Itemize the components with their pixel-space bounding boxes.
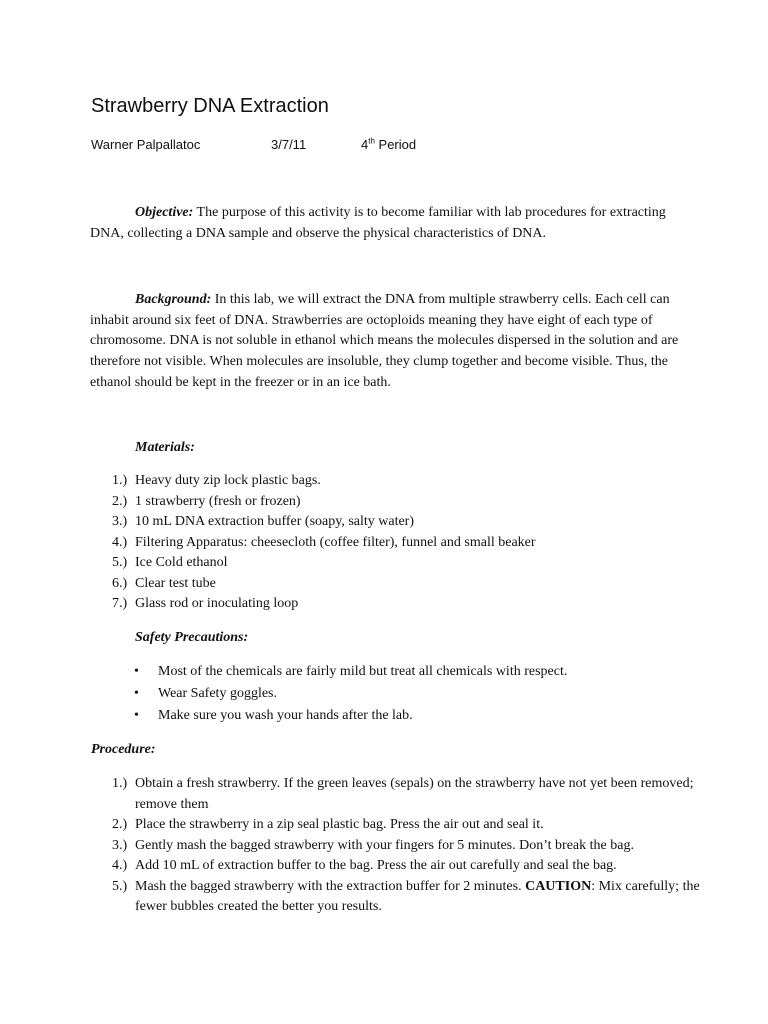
bullet-icon: • — [134, 708, 139, 723]
item-text: 10 mL DNA extraction buffer (soapy, salty water) — [135, 514, 415, 529]
item-number: 7.) — [112, 596, 128, 611]
item-text: Ice Cold ethanol — [135, 555, 228, 570]
list-item — [112, 774, 702, 815]
step-text-end: : Mix carefully; the fewer bubbles created the better you results. — [135, 878, 700, 914]
background-label: Background: — [135, 292, 212, 307]
item-text: Clear test tube — [135, 575, 216, 591]
item-number: 4.) — [112, 534, 128, 550]
objective-text: The purpose of this activity is to become familiar with lab procedures for extracting DNA, collecting a DNA sample and observe the physical characteristics of DNA. — [90, 205, 666, 241]
safety-heading: Safety Precautions: — [135, 630, 249, 645]
item-number: 1.) — [112, 473, 128, 488]
item-text: Heavy duty zip lock plastic bags. — [135, 473, 321, 488]
list-item — [112, 836, 702, 857]
item-number: 6.) — [112, 575, 128, 591]
background-text: In this lab, we will extract the DNA from multiple strawberry cells. Each cell can inhabit around six feet of DNA. Strawberries are octoploids meaning they have eight of each type of chromosome. DNA is not soluble in ethanol which means the molecules dispersed in the solution and are therefore not visible. When molecules are insoluble, they clump together and become visible. Thus, the ethanol should be kept in the freezer or in an ice bath. — [90, 292, 679, 390]
step-number: 1.) — [112, 776, 128, 791]
objective-label: Objective: — [135, 205, 194, 220]
objective-paragraph — [90, 203, 680, 244]
document-title: Strawberry DNA Extraction — [91, 95, 329, 117]
background-paragraph — [90, 290, 680, 394]
period-suffix: th — [368, 136, 375, 146]
list-item — [112, 877, 702, 918]
bullet-icon: • — [134, 686, 139, 701]
period-word: Period — [378, 137, 417, 152]
step-text: Gently mash the bagged strawberry with your fingers for 5 minutes. Don’t break the bag. — [135, 837, 634, 853]
step-number: 3.) — [112, 837, 128, 853]
step-number: 4.) — [112, 858, 128, 873]
class-period — [361, 136, 416, 154]
item-text: Glass rod or inoculating loop — [135, 596, 299, 611]
item-number: 5.) — [112, 555, 128, 570]
step-number: 2.) — [112, 817, 128, 832]
item-text: Wear Safety goggles. — [158, 686, 277, 701]
procedure-list — [112, 774, 702, 918]
bullet-icon: • — [134, 664, 139, 679]
materials-list — [112, 471, 702, 615]
safety-list — [134, 661, 567, 727]
item-text: Filtering Apparatus: cheesecloth (coffee filter), funnel and small beaker — [135, 534, 536, 550]
author-name: Warner Palpallatoc — [91, 137, 201, 152]
step-number: 5.) — [112, 878, 128, 894]
list-item — [112, 594, 702, 615]
materials-heading: Materials: — [135, 440, 195, 455]
item-number: 3.) — [112, 514, 128, 529]
list-item — [134, 683, 567, 705]
list-item — [134, 661, 567, 683]
list-item — [112, 815, 702, 836]
item-text: Most of the chemicals are fairly mild but treat all chemicals with respect. — [158, 664, 568, 679]
list-item — [112, 471, 702, 492]
item-text: Make sure you wash your hands after the lab. — [158, 708, 413, 723]
caution-label: CAUTION — [525, 878, 592, 894]
list-item — [112, 856, 702, 877]
item-number: 2.) — [112, 493, 128, 509]
step-text — [135, 877, 702, 918]
procedure-heading: Procedure: — [91, 742, 156, 757]
list-item — [134, 705, 567, 727]
step-text: Add 10 mL of extraction buffer to the bag. Press the air out carefully and seal the bag. — [135, 858, 617, 873]
list-item — [112, 512, 702, 533]
item-text: 1 strawberry (fresh or frozen) — [135, 493, 301, 509]
lab-date: 3/7/11 — [271, 137, 307, 152]
list-item — [112, 533, 702, 554]
list-item — [112, 553, 702, 574]
step-text: Place the strawberry in a zip seal plastic bag. Press the air out and seal it. — [135, 817, 544, 832]
period-number: 4 — [361, 137, 369, 152]
list-item — [112, 574, 702, 595]
step-text-start: Mash the bagged strawberry with the extraction buffer for 2 minutes. — [135, 878, 526, 894]
step-text: Obtain a fresh strawberry. If the green leaves (sepals) on the strawberry have not yet been removed; remove them — [135, 776, 694, 812]
list-item — [112, 492, 702, 513]
